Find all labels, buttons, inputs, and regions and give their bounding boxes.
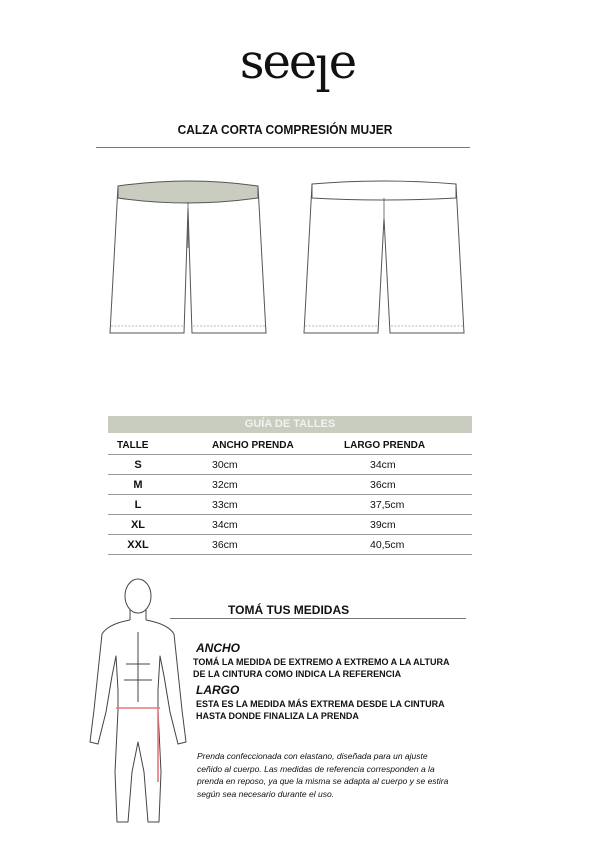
ancho-description-line1: TOMÁ LA MEDIDA DE EXTREMO A EXTREMO A LA ALTURA	[193, 657, 450, 667]
measure-title: TOMÁ TUS MEDIDAS	[228, 603, 350, 617]
body-figure-illustration	[88, 572, 208, 834]
size-cell: L	[134, 499, 142, 511]
largo-heading: LARGO	[196, 683, 240, 697]
size-cell: S	[134, 459, 142, 471]
ancho-description-line2: DE LA CINTURA COMO INDICA LA REFERENCIA	[193, 669, 402, 679]
fabric-note: Prenda confeccionada con elastano, diseñada para un ajuste ceñido al cuerpo. Las medidas de referencia corresponden a la prenda en reposo, ya que la misma se adapta al cuerpo y se estira según sea necesario durante el uso.	[197, 751, 449, 799]
ancho-cell: 32cm	[212, 479, 238, 491]
front-view-sketch	[110, 181, 266, 333]
size-cell: XL	[130, 519, 146, 531]
ancho-heading: ANCHO	[196, 641, 240, 655]
largo-cell: 36cm	[370, 479, 396, 491]
back-view-sketch	[304, 181, 464, 333]
ancho-cell: 30cm	[212, 459, 238, 471]
largo-cell: 34cm	[370, 459, 396, 471]
column-header-largo: LARGO PRENDA	[344, 440, 426, 451]
table-row	[108, 495, 472, 515]
size-cell: M	[133, 479, 143, 491]
largo-cell: 37,5cm	[370, 499, 405, 511]
table-row	[108, 515, 472, 535]
title-divider	[96, 147, 470, 148]
column-header-ancho: ANCHO PRENDA	[212, 440, 294, 451]
largo-cell: 40,5cm	[370, 539, 405, 551]
size-cell: XXL	[127, 539, 149, 551]
largo-cell: 39cm	[370, 519, 396, 531]
table-row	[108, 455, 472, 475]
measure-divider	[170, 618, 466, 619]
largo-description-line1: ESTA ES LA MEDIDA MÁS EXTREMA DESDE LA CINTURA	[196, 699, 445, 709]
garment-sketches	[100, 178, 480, 338]
ancho-cell: 34cm	[212, 519, 238, 531]
product-title: CALZA CORTA COMPRESIÓN MUJER	[177, 122, 393, 137]
brand-logo: seele	[239, 34, 356, 104]
table-row	[108, 535, 472, 555]
ancho-cell: 33cm	[212, 499, 238, 511]
largo-description-line2: HASTA DONDE FINALIZA LA PRENDA	[196, 711, 359, 721]
size-guide-heading: GUÍA DE TALLES	[108, 416, 472, 433]
ancho-cell: 36cm	[212, 539, 238, 551]
table-row	[108, 475, 472, 495]
column-header-talle: TALLE	[117, 440, 149, 451]
